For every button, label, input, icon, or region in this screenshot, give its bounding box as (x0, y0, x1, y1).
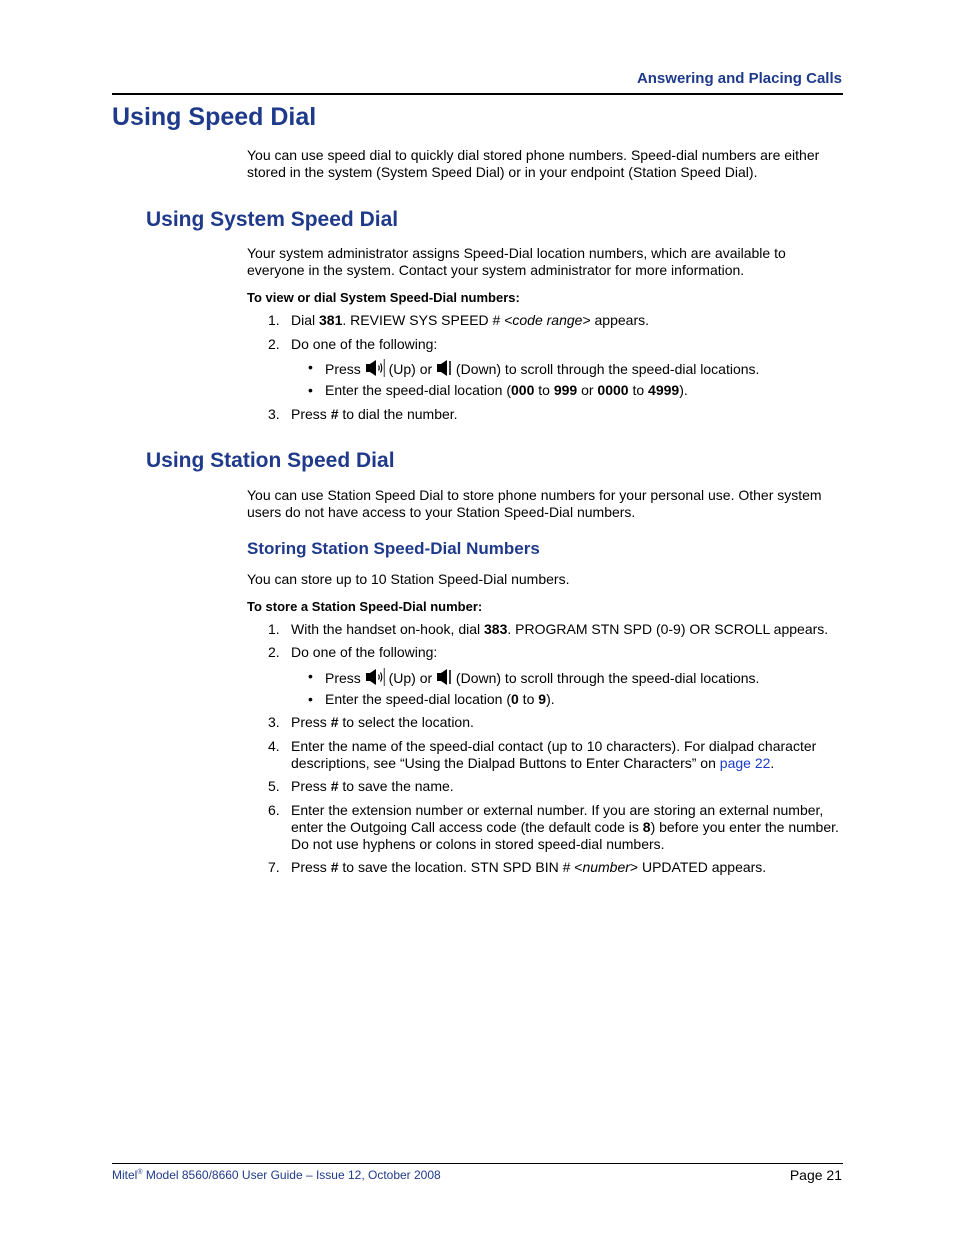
bullet-text: Enter the speed-dial location (000 to 999 or 0000 to 4999). (325, 382, 688, 398)
station-speed-dial-heading: Using Station Speed Dial (146, 449, 395, 472)
step-number: 5. (268, 778, 280, 794)
step-text: Do one of the following: (291, 644, 438, 660)
step-number: 7. (268, 859, 280, 875)
volume-down-icon (436, 359, 452, 377)
step-text: Press # to save the location. STN SPD BIN # <number> UPDATED appears. (291, 859, 767, 875)
system-speed-dial-heading: Using System Speed Dial (146, 208, 399, 231)
bullet-marker: • (308, 691, 313, 707)
header-rule (112, 93, 843, 95)
step-number: 1. (268, 621, 280, 637)
footer-rule (112, 1163, 843, 1164)
step-text: Press # to save the name. (291, 778, 454, 794)
bullet-text: Press (Up) or (Down) to scroll through the speed-dial locations. (325, 361, 760, 377)
step-number: 2. (268, 336, 280, 352)
running-head: Answering and Placing Calls (636, 70, 842, 87)
step-text: Press # to dial the number. (291, 406, 458, 422)
step-number: 2. (268, 644, 280, 660)
step-text: Enter the name of the speed-dial contact (up to 10 characters). For dialpad character descriptions, see “Using the Dialpad Buttons to Enter Characters” on page 22. (291, 738, 817, 771)
step-text: Press # to select the location. (291, 714, 474, 730)
step-number: 4. (268, 738, 280, 754)
step-text: Do one of the following: (291, 336, 438, 352)
intro-paragraph: You can use speed dial to quickly dial stored phone numbers. Speed-dial numbers are either stored in the system (System Speed Dial) or in your endpoint (Station Speed Dial). (247, 147, 820, 180)
volume-up-icon (365, 668, 385, 686)
station-paragraph: You can use Station Speed Dial to store phone numbers for your personal use. Other system users do not have access to your Station Speed-Dial numbers. (247, 487, 822, 520)
bullet-marker: • (308, 668, 313, 684)
step-text: Enter the extension number or external number. If you are storing an external number, enter the Outgoing Call access code (the default code is 8) before you enter the number. Do not use hyphens or colons in stored speed-dial numbers. (291, 802, 839, 852)
system-paragraph: Your system administrator assigns Speed-Dial location numbers, which are available to everyone in the system. Contact your system administrator for more information. (247, 245, 786, 278)
bullet-marker: • (308, 359, 313, 375)
bullet-marker: • (308, 382, 313, 398)
bullet-text: Press (Up) or (Down) to scroll through the speed-dial locations. (325, 670, 760, 686)
step-text: With the handset on-hook, dial 383. PROGRAM STN SPD (0-9) OR SCROLL appears. (291, 621, 829, 637)
step-number: 3. (268, 406, 280, 422)
page-number: Page 21 (789, 1167, 842, 1183)
storing-numbers-heading: Storing Station Speed-Dial Numbers (247, 539, 540, 558)
storing-paragraph: You can store up to 10 Station Speed-Dial numbers. (247, 571, 570, 587)
bullet-text: Enter the speed-dial location (0 to 9). (325, 691, 555, 707)
volume-up-icon (365, 359, 385, 377)
station-procedure-title: To store a Station Speed-Dial number: (247, 599, 483, 614)
step-number: 6. (268, 802, 280, 818)
footer-doc-info: Mitel® Model 8560/8660 User Guide – Issue 12, October 2008 (112, 1168, 441, 1182)
step-number: 1. (268, 312, 280, 328)
volume-down-icon (436, 668, 452, 686)
page-22-link[interactable]: page 22 (719, 755, 771, 771)
page-title: Using Speed Dial (112, 103, 317, 131)
system-procedure-title: To view or dial System Speed-Dial numbers: (247, 290, 520, 305)
step-number: 3. (268, 714, 280, 730)
step-text: Dial 381. REVIEW SYS SPEED # <code range> appears. (291, 312, 650, 328)
